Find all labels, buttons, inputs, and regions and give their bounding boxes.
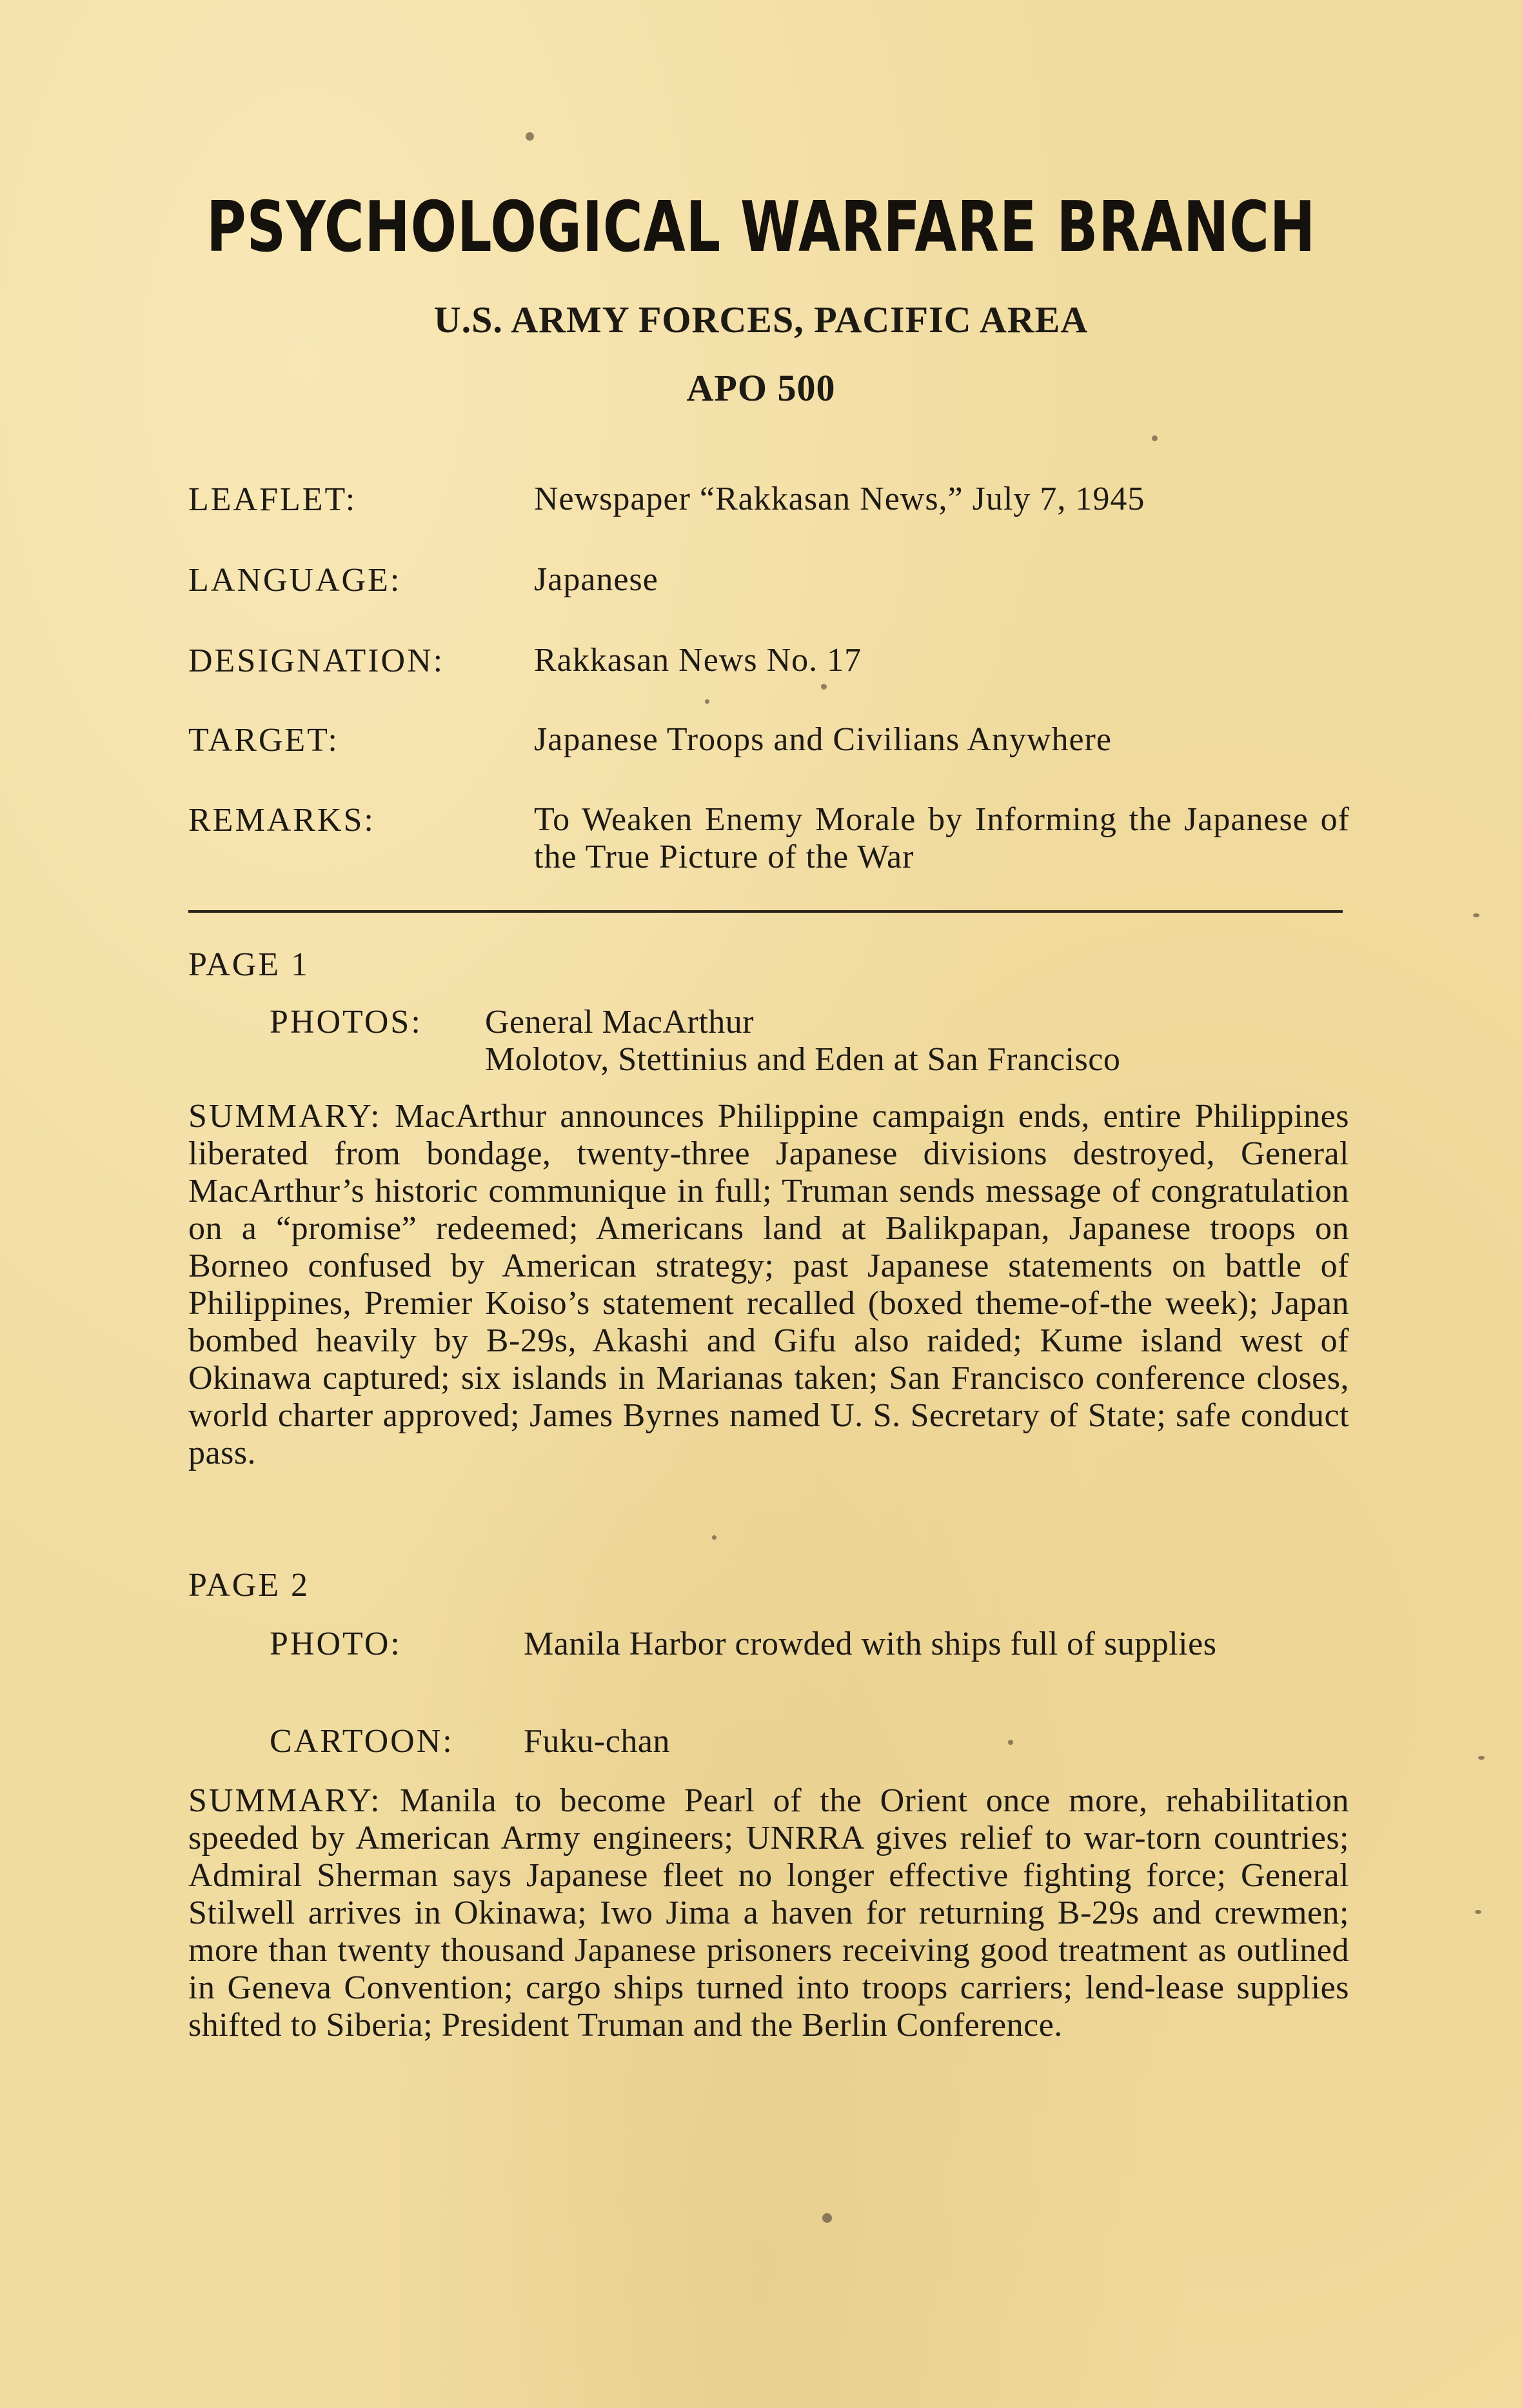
page-2-heading: PAGE 2: [188, 1567, 310, 1604]
page-2-summary-text: Manila to become Pearl of the Orient once more, rehabilitation speeded by American Army engineers; UNRRA gives relief to war-torn countries; Admiral Sherman says Japanese fleet no longer effective fighting force; General Stilwell arrives in Okinawa; Iwo Jima a haven for returning B-29s and crewmen; more than twenty thousand Japanese prisoners receiving good treatment as outlined in Geneva Convention; cargo ships turned into troops carriers; lend-lease supplies shifted to Siberia; President Truman and the Berlin Conference.: [188, 1782, 1350, 2044]
designation-label: DESIGNATION:: [188, 642, 445, 679]
leaflet-label: LEAFLET:: [188, 481, 357, 518]
page-1-photo-item: Molotov, Stettinius and Eden at San Francisco: [485, 1041, 1121, 1078]
paper-speck: [712, 1535, 717, 1540]
designation-value: Rakkasan News No. 17: [534, 642, 862, 679]
page-1-summary-label: SUMMARY:: [188, 1098, 382, 1135]
page-2-cartoon-label: CARTOON:: [270, 1723, 454, 1760]
page-1-summary-text: MacArthur announces Philippine campaign ends, entire Philippines liberated from bondage, twenty-three Japanese divisions destroyed, General MacArthur’s historic communique in full; Truman sends message of congratulation on a “promise” redeemed; Americans land at Balikpapan, Japanese troops on Borneo confused by American strategy; past Japanese statements on battle of Philippines, Premier Koiso’s statement recalled (boxed theme-of-the week); Japan bombed heavily by B-29s, Akashi and Gifu also raided; Kume island west of Okinawa captured; six islands in Marianas taken; San Francisco conference closes, world charter approved; James Byrnes named U. S. Secretary of State; safe conduct pass.: [188, 1098, 1349, 1471]
paper-speck: [1152, 435, 1158, 441]
page-2-photo-label: PHOTO:: [270, 1626, 402, 1662]
leaflet-value: Newspaper “Rakkasan News,” July 7, 1945: [534, 481, 1145, 517]
paper-speck: [705, 699, 709, 704]
target-value: Japanese Troops and Civilians Anywhere: [534, 721, 1112, 758]
language-label: LANGUAGE:: [188, 562, 402, 599]
document-title: PSYCHOLOGICAL WARFARE BRANCH: [206, 187, 1316, 268]
document-subtitle: U.S. ARMY FORCES, PACIFIC AREA: [433, 299, 1089, 341]
paper-speck: [526, 132, 534, 141]
page-2-summary-label: SUMMARY:: [188, 1782, 382, 1819]
page-2-photo-value: Manila Harbor crowded with ships full of supplies: [524, 1626, 1217, 1662]
target-label: TARGET:: [188, 722, 339, 759]
page-2-summary: [188, 1782, 1349, 2044]
paper-speck: [1478, 1756, 1485, 1760]
page-1-photos-label: PHOTOS:: [270, 1004, 422, 1040]
language-value: Japanese: [534, 561, 658, 598]
page-1-photo-item: General MacArthur: [485, 1004, 755, 1040]
paper-speck: [822, 2213, 832, 2223]
paper-speck: [1008, 1740, 1013, 1745]
remarks-value: To Weaken Enemy Morale by Informing the Japanese of the True Picture of the War: [534, 801, 1350, 875]
section-divider: [188, 910, 1343, 913]
page-1-heading: PAGE 1: [188, 946, 310, 983]
paper-speck: [1473, 913, 1479, 917]
paper-speck: [1475, 1910, 1481, 1914]
page-2-cartoon-value: Fuku-chan: [524, 1723, 670, 1760]
paper-speck: [821, 684, 827, 690]
apo-number: APO 500: [686, 367, 836, 409]
page-1-summary: [188, 1098, 1349, 1472]
remarks-label: REMARKS:: [188, 802, 375, 839]
